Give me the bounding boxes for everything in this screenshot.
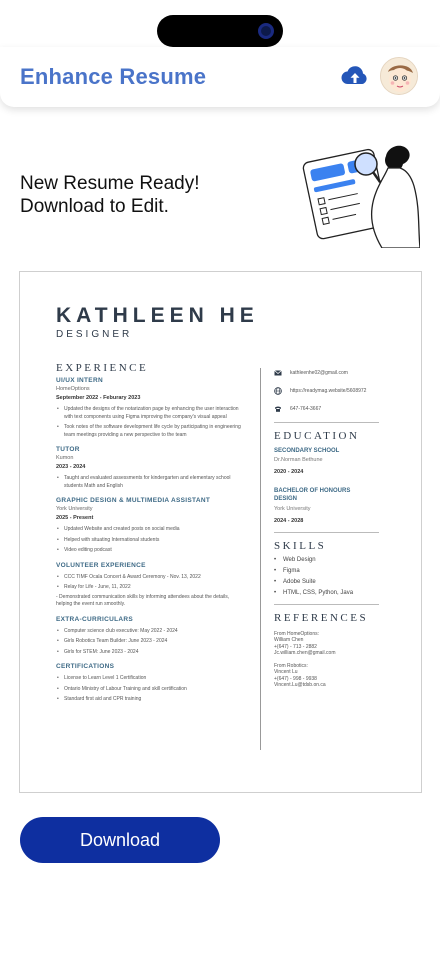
contact-phone-text: 647-764-3667 <box>290 405 322 412</box>
divider <box>274 604 379 605</box>
resume-preview[interactable] <box>19 271 422 793</box>
job-org: York University <box>56 506 93 512</box>
job-date: 2023 - 2024 <box>56 464 86 470</box>
resume-name: KATHLEEN HE <box>56 304 259 327</box>
divider <box>274 532 379 533</box>
reference-name: William Chen <box>274 637 304 644</box>
education-org: Dr.Norman Bethune <box>274 457 323 463</box>
camera-icon <box>258 23 274 39</box>
avatar[interactable] <box>380 57 418 95</box>
extra-bullet: • Girls for STEM: June 2023 - 2024 <box>56 649 246 657</box>
avatar-icon <box>381 58 418 95</box>
mail-icon <box>274 369 282 377</box>
education-org: York University <box>274 506 311 512</box>
divider <box>274 422 379 423</box>
skill-item: • Web Design <box>274 557 399 563</box>
volunteer-note: - Demonstrated communication skills by informing attendees about the details, helping the event run smoothly. <box>56 593 230 607</box>
cert-bullet: • Standard first aid and CPR training <box>56 696 246 704</box>
experience-title: EXPERIENCE <box>56 362 149 374</box>
reference-email: Jc.william.chen@gmail.com <box>274 649 336 656</box>
headline <box>20 172 200 218</box>
volunteer-title: VOLUNTEER EXPERIENCE <box>56 561 146 569</box>
app-header <box>0 47 440 107</box>
job-bullet: • Updated the designs of the notarization page by enhancing the user interaction with text components using Figma improving the company's visual appeal <box>56 406 246 421</box>
education-date: 2024 - 2028 <box>274 518 304 524</box>
resume-left-column <box>56 362 246 704</box>
job-date: 2025 - Present <box>56 515 94 521</box>
job-org: HomeOptions <box>56 386 90 392</box>
reference-email: Vincent.Lu@tdsb.on.ca <box>274 682 326 689</box>
extra-bullet: • Computer science club executive: May 2022 - 2024 <box>56 628 246 636</box>
headline-line2: Download to Edit. <box>20 196 169 217</box>
column-divider <box>260 368 261 750</box>
extra-title: EXTRA-CURRICULARS <box>56 615 133 623</box>
job-title: GRAPHIC DESIGN & MULTIMEDIA ASSISTANT <box>56 497 211 504</box>
job-title: UI/UX INTERN <box>56 377 103 384</box>
cloud-upload-icon[interactable] <box>341 64 369 88</box>
volunteer-bullet: • Relay for Life - June, 11, 2022 <box>56 584 246 592</box>
download-button[interactable]: Download <box>20 817 220 863</box>
volunteer-bullet: • CCC TIMF Ocala Concert & Award Ceremony - Nov. 13, 2022 <box>56 574 246 582</box>
reference-phone: +(647) - 998 - 9938 <box>274 675 317 682</box>
references-title: REFERENCES <box>274 612 369 624</box>
job-bullet: • Helped with situating International students <box>56 537 246 545</box>
extra-bullet: • Girls Robotics Team Builder: June 2023 - 2024 <box>56 638 246 646</box>
reference-from: From HomeOptions: <box>274 631 320 637</box>
phone-icon <box>274 405 282 413</box>
job-bullet: • Video editing podcast <box>56 547 246 555</box>
job-org: Kumon <box>56 455 74 461</box>
education-name: SECONDARY SCHOOL <box>274 448 340 454</box>
contact-phone <box>274 404 399 413</box>
job-bullet: • Updated Website and created posts on social media <box>56 526 246 534</box>
app-title: Enhance Resume <box>20 64 207 89</box>
reference-from: From Robotics: <box>274 663 308 670</box>
education-title: EDUCATION <box>274 430 360 442</box>
reference-2 <box>274 663 399 688</box>
reference-1 <box>274 631 399 656</box>
job-bullet: • Took notes of the software development life cycle by participating in engineering team meetings providing a new perspective to the team <box>56 424 246 439</box>
reference-phone: +(647) - 713 - 2882 <box>274 643 317 650</box>
contact-website <box>274 386 399 395</box>
education-name: BACHELOR OF HONOURS DESIGN <box>274 488 351 502</box>
contact-website-text: https://readymag.website/5608972 <box>290 387 367 394</box>
resume-right-column <box>274 368 399 688</box>
contact-email-text: kathleenhe02@gmail.com <box>290 369 348 376</box>
education-date: 2020 - 2024 <box>274 469 304 475</box>
skill-item: • Adobe Suite <box>274 579 399 585</box>
skill-item: • HTML, CSS, Python, Java <box>274 590 399 596</box>
reference-name: Vincent Lu <box>274 669 298 676</box>
resume-role: DESIGNER <box>56 329 133 340</box>
resume-illustration-icon <box>300 136 420 248</box>
job-bullet: • Taught and evaluated assessments for kindergarten and elementary school students Math and English <box>56 475 246 490</box>
contact-email <box>274 368 399 377</box>
job-date: September 2022 - Feburary 2023 <box>56 395 141 401</box>
globe-icon <box>274 387 282 395</box>
cert-bullet: • License to Learn Level 1 Certification <box>56 675 246 683</box>
certs-title: CERTIFICATIONS <box>56 663 115 670</box>
skill-item: • Figma <box>274 568 399 574</box>
job-title: TUTOR <box>56 446 80 453</box>
camera-notch <box>157 15 283 47</box>
headline-line1: New Resume Ready! <box>20 173 200 194</box>
cert-bullet: • Ontario Ministry of Labour Training and skill certification <box>56 686 246 694</box>
skills-title: SKILLS <box>274 540 327 552</box>
